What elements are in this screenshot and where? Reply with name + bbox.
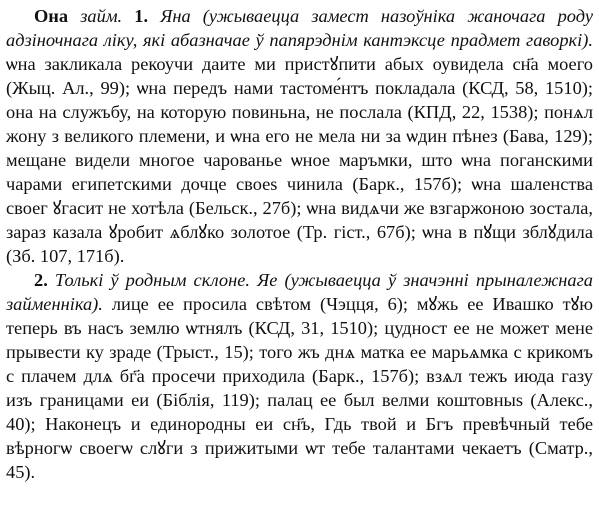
dictionary-page	[6, 4, 593, 484]
sense-gloss-1: Яна (ужываецца замест назоўніка жаночага роду адзіночнага ліку, які абазначае ў папярэднім кантэксце прадмет гаворкі).	[6, 6, 593, 50]
sense-number-1: 1.	[134, 6, 149, 26]
headword: Она	[34, 6, 69, 26]
entry-sense-2	[6, 268, 593, 484]
sense-citations-1: ѡна закликала рекоучи даите ми пристꙋпити абых оувидела сн҃а моего (Жыц. Ал., 99); ѡна передъ нами тастоме́нтъ покладала (КСД, 58, 1510); она на служъбу, на которую повиньна, не послала (КПД, 22, 1538); понѧл жону з великого племени, и ѡна его не мела ни за ѡдин пѣнез (Бава, 129); мещане видели многое чарованье ѡное маръмки, што ѡна поганскими чарами египетскими дочце своеѕ чинила (Барк., 157б); ѡна шаленства своег ꙋгасит не хотѣла (Бельск., 27б); ѡна видѧчи же взгаржоною зостала, зараз казала ꙋробит ѧблꙋко золотое (Тр. гіст., 67б); ѡна в пꙋщи зблꙋдила (Зб. 107, 171б).	[6, 54, 593, 266]
part-of-speech: займ.	[80, 6, 123, 26]
sense-number-2: 2.	[34, 270, 48, 290]
sense-citations-2: лице ее просила свѣтом (Чэцця, 6); мꙋжь ее Ивашко тꙋю теперь въ насъ землю ѡтнялъ (КСД, 31, 1510); цудност ее не может мене прывести ку зраде (Трыст., 15); того жъ днѧ матка ее марьѧмка с крикомъ с плачем длѧ бг҃а просечи приходила (Барк., 157б); взѧл тежъ июда газу изъ границами еи (Біблія, 119); палац ее был велми коштовныѕ (Алекс., 40); Наконецъ и единородны еи сн҃ъ, Гдь твой и Бгъ превѣчный тебе вѣрногѡ своегѡ слꙋги з прижитыми ѡт тебе талантами чекаетъ (Сматр., 45).	[6, 294, 593, 482]
sense-gloss-2: Толькі ў родным склоне. Яе (ужываецца ў значэнні прыналежнага займенніка).	[6, 270, 593, 314]
entry-sense-1	[6, 4, 593, 268]
